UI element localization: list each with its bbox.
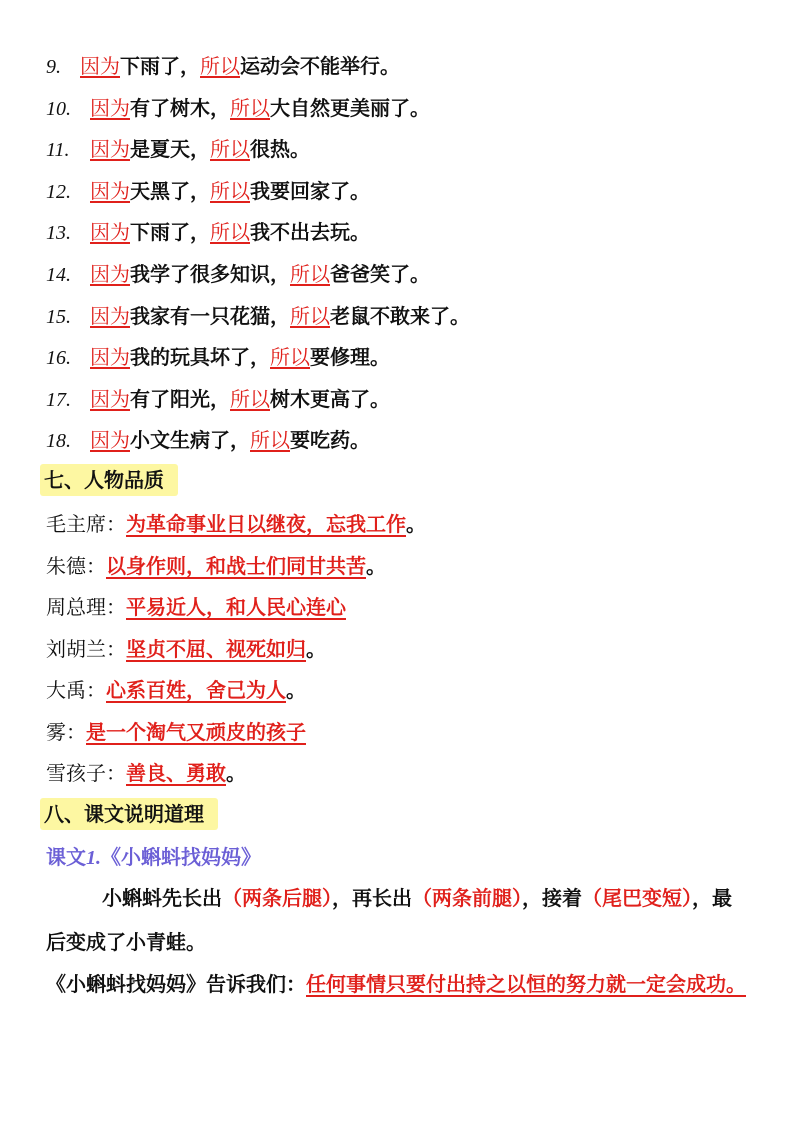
person-name: 周总理： [46, 595, 126, 619]
sentence-cause: 小文生病了， [130, 428, 250, 453]
trait-line [46, 552, 386, 580]
keyword-suoyi: 所以 [200, 54, 240, 78]
sentence-number: 17. [46, 388, 71, 411]
sentence-number: 13. [46, 222, 71, 245]
sentence-line [46, 426, 370, 455]
p1-answer-1: 两条后腿 [242, 886, 322, 910]
sentence-cause: 有了树木， [130, 95, 230, 120]
sentence-line [46, 94, 430, 123]
p1-close-1: ） [322, 886, 332, 910]
sentence-cause: 天黑了， [130, 178, 210, 203]
keyword-yinwei: 因为 [90, 137, 130, 162]
sentence-line [46, 385, 390, 414]
trait-line [46, 593, 346, 621]
keyword-yinwei: 因为 [90, 386, 130, 411]
p1-close-2: ） [512, 886, 522, 910]
keyword-yinwei: 因为 [90, 262, 130, 286]
sentence-number: 11. [46, 139, 70, 162]
p1-close-3: ） [682, 886, 692, 910]
p1-text-2: ，再长出 [332, 886, 412, 910]
trait-tail: 。 [406, 512, 426, 536]
keyword-yinwei: 因为 [90, 220, 130, 245]
keyword-suoyi: 所以 [210, 178, 250, 203]
p1-open-1: （ [222, 886, 242, 910]
sentence-cause: 我家有一只花猫， [130, 303, 290, 328]
person-name: 雪孩子： [46, 761, 126, 785]
sentence-line [46, 135, 310, 164]
lesson-title [46, 843, 261, 872]
section-7-heading-text: 七、人物品质 [40, 464, 178, 496]
keyword-suoyi: 所以 [290, 303, 330, 328]
sentence-line [46, 343, 390, 372]
person-name: 刘胡兰： [46, 636, 126, 661]
sentence-number: 14. [46, 264, 71, 286]
keyword-yinwei: 因为 [90, 428, 130, 453]
paragraph-lesson-meaning [46, 962, 746, 1006]
trait-answer: 平易近人，和人民心连心 [126, 595, 346, 619]
trait-line [46, 510, 426, 538]
keyword-yinwei: 因为 [90, 303, 130, 328]
p1-text-4: ，最后变成了小青蛙。 [46, 886, 732, 954]
paragraph-tadpole-growth [46, 876, 746, 964]
person-name: 雾： [46, 719, 86, 744]
keyword-suoyi: 所以 [230, 386, 270, 411]
trait-tail: 。 [286, 678, 306, 702]
sentence-effect: 爸爸笑了。 [330, 262, 430, 286]
sentence-line [46, 302, 470, 331]
trait-tail: 。 [306, 636, 326, 661]
keyword-suoyi: 所以 [290, 262, 330, 286]
p1-open-2: （ [412, 886, 432, 910]
trait-line [46, 759, 246, 787]
p1-answer-3: 尾巴变短 [602, 886, 682, 910]
p1-open-3: （ [582, 886, 602, 910]
keyword-yinwei: 因为 [90, 345, 130, 370]
trait-tail: 。 [366, 553, 386, 578]
p2-text-1: 《小蝌蚪找妈妈》告诉我们： [46, 972, 306, 996]
p2-answer-1: 任何事情只要付出持之以恒的努力就一定会成功。 [306, 972, 746, 996]
person-name: 朱德： [46, 553, 106, 578]
sentence-cause: 有了阳光， [130, 386, 230, 411]
person-name: 大禹： [46, 678, 106, 702]
sentence-line [46, 52, 400, 81]
section-8-heading [46, 800, 218, 828]
sentence-number: 15. [46, 305, 71, 328]
sentence-number: 16. [46, 347, 71, 370]
sentence-cause: 下雨了， [120, 54, 200, 78]
keyword-yinwei: 因为 [80, 54, 120, 78]
trait-line [46, 635, 326, 663]
keyword-yinwei: 因为 [90, 178, 130, 203]
trait-answer: 是一个淘气又顽皮的孩子 [86, 719, 306, 744]
trait-line [46, 676, 306, 704]
trait-answer: 心系百姓，舍己为人 [106, 678, 286, 702]
person-name: 毛主席： [46, 512, 126, 536]
keyword-suoyi: 所以 [250, 428, 290, 453]
sentence-effect: 我不出去玩。 [250, 220, 370, 245]
sentence-number: 9. [46, 56, 61, 78]
sentence-effect: 大自然更美丽了。 [270, 95, 430, 120]
sentence-cause: 我的玩具坏了， [130, 345, 270, 370]
sentence-effect: 要修理。 [310, 345, 390, 370]
p1-text-3: ，接着 [522, 886, 582, 910]
p1-answer-2: 两条前腿 [432, 886, 512, 910]
sentence-number: 12. [46, 180, 71, 203]
sentence-cause: 是夏天， [130, 137, 210, 162]
trait-answer: 坚贞不屈、视死如归 [126, 636, 306, 661]
sentence-effect: 老鼠不敢来了。 [330, 303, 470, 328]
sentence-number: 18. [46, 430, 71, 453]
sentence-cause: 我学了很多知识， [130, 262, 290, 286]
section-7-heading [46, 466, 178, 494]
sentence-effect: 我要回家了。 [250, 178, 370, 203]
lesson-number: 1. [86, 847, 101, 869]
sentence-effect: 要吃药。 [290, 428, 370, 453]
lesson-name: 《小蝌蚪找妈妈》 [101, 845, 261, 869]
keyword-suoyi: 所以 [270, 345, 310, 370]
sentence-line [46, 177, 370, 206]
sentence-effect: 树木更高了。 [270, 386, 390, 411]
sentence-line [46, 218, 370, 247]
trait-answer: 以身作则，和战士们同甘共苦 [106, 553, 366, 578]
p1-text-1: 小蝌蚪先长出 [102, 886, 222, 910]
keyword-yinwei: 因为 [90, 95, 130, 120]
keyword-suoyi: 所以 [230, 95, 270, 120]
lesson-prefix: 课文 [46, 845, 86, 869]
sentence-cause: 下雨了， [130, 220, 210, 245]
sentence-effect: 很热。 [250, 137, 310, 162]
section-8-heading-text: 八、课文说明道理 [40, 798, 218, 830]
trait-line [46, 718, 306, 746]
trait-tail: 。 [226, 761, 246, 785]
trait-answer: 为革命事业日以继夜，忘我工作 [126, 512, 406, 536]
sentence-line [46, 260, 430, 289]
trait-answer: 善良、勇敢 [126, 761, 226, 785]
keyword-suoyi: 所以 [210, 220, 250, 245]
sentence-effect: 运动会不能举行。 [240, 54, 400, 78]
keyword-suoyi: 所以 [210, 137, 250, 162]
sentence-number: 10. [46, 97, 71, 120]
